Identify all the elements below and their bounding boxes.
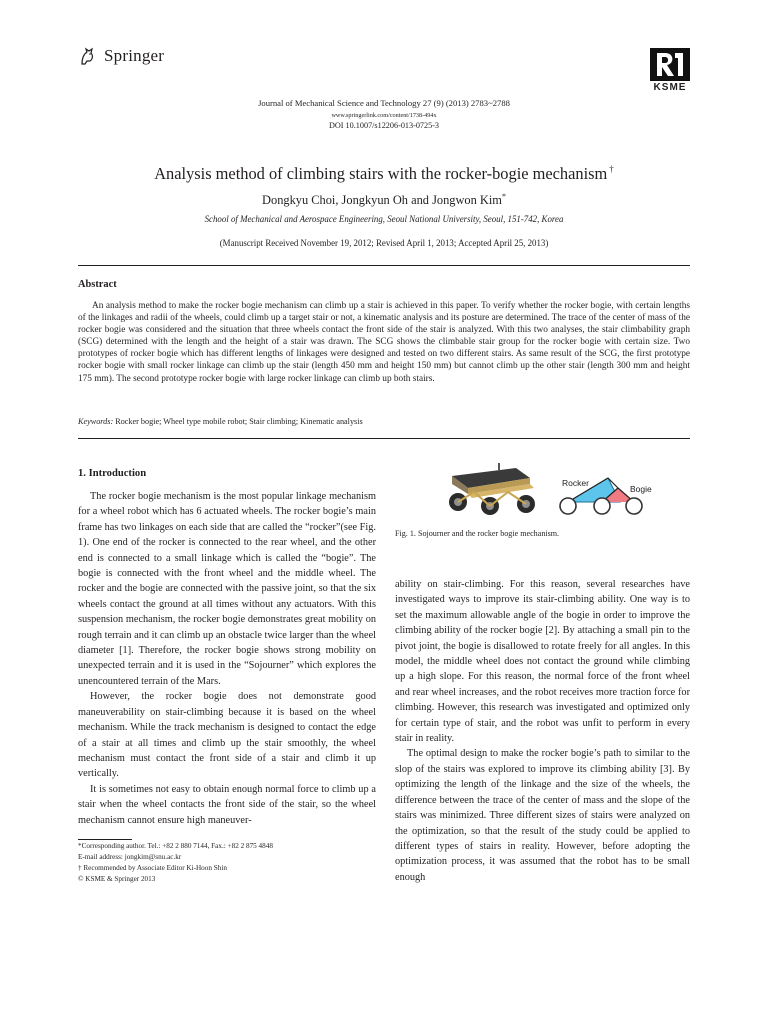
journal-citation: Journal of Mechanical Science and Technology 27 (9) (2013) 2783~2788 bbox=[258, 98, 510, 108]
section-heading-introduction: 1. Introduction bbox=[78, 468, 147, 479]
author-footnote-mark: * bbox=[501, 192, 506, 201]
ksme-logo bbox=[650, 48, 690, 93]
abstract-text: An analysis method to make the rocker bogie mechanism can climb up a stair is achieved in this paper. To verify whether the rocker bogie, with certain lengths of the linkages and radii of the wheels, could climb up a target stair or not, a kinematic analysis and its posture are determined. The trace of the center of mass of the rocker bogie was considered and the situation that three wheels contact the front side of the stair is analyzed. With this two analyses, the stair climbability graph (SCG) determined with the length and the height of a stair was drawn. The SCG shows the climbable stair group for the rocker bogie with certain size. Two prototypes of rocker bogie which has different lengths of linkages were designed and tested on two different stairs. As same result of the SCG, the first prototype rocker bogie with small rocker linkage can climb up the stair (length 450 mm and height 150 mm) but cannot climb up the other stair (length 300 mm and height 175 mm). The second prototype rocker bogie with large rocker linkage can climb up both stairs. bbox=[78, 301, 690, 384]
figure-caption: Fig. 1. Sojourner and the rocker bogie mechanism. bbox=[395, 529, 560, 538]
abstract-heading: Abstract bbox=[78, 279, 117, 290]
journal-website[interactable]: www.springerlink.com/content/1738-494x bbox=[331, 112, 437, 119]
paper-title bbox=[0, 164, 768, 184]
paragraph: ability on stair-climbing. For this reason, several researches have investigated ways to improve its stair-climbing ability. One way is to set the maximum allowable angle of the bogie in order to improve the climbing ability of the rocker bogie [2]. By attaching a small pin to the pivot joint, the bogie is disallowed to rotate freely for all angles. In this model, the middle wheel does not contact the ground while climbing up a high slope. For this reason, the normal force of the front wheel and rear wheel increases, and the robot receives more traction force for climbing. However, this research was investigated and optimized only for certain type of stair, and the robot was unfit to perform in every stair in reality. bbox=[395, 579, 690, 745]
keywords-label: Keywords: bbox=[78, 417, 114, 426]
footnote-corresponding: *Corresponding author. Tel.: +82 2 880 7144, Fax.: +82 2 875 4848 bbox=[78, 842, 273, 850]
footnotes bbox=[78, 841, 273, 885]
paragraph: However, the rocker bogie does not demonstrate good maneuverability on stair-climbing because it is based on the wheel mechanism. While the track mechanism is designed to contact the edge of a stair at all times and climb up the stair smoothly, the wheel mechanism must contact the front side of a stair and climb it up vertically. bbox=[78, 691, 376, 780]
springer-horse-icon bbox=[78, 46, 98, 66]
bogie-label: Bogie bbox=[630, 484, 652, 494]
footnote-recommended: † Recommended by Associate Editor Ki-Hoon Shin bbox=[78, 864, 227, 873]
affiliation: School of Mechanical and Aerospace Engineering, Seoul National University, Seoul, 151-742, Korea bbox=[204, 214, 564, 224]
footnote-rule bbox=[78, 839, 132, 840]
footnote-copyright: © KSME & Springer 2013 bbox=[78, 875, 156, 884]
column-right bbox=[395, 577, 690, 885]
title-footnote-mark: † bbox=[609, 164, 614, 174]
ksme-label: KSME bbox=[653, 82, 687, 93]
paragraph: The optimal design to make the rocker bogie’s path to similar to the slop of the stairs was explored to improve its climbing ability [3]. By optimizing the length of the linkage and the size of the wheels, the difference between the trace of the center of mass and the slope of the stairs was minimized. Three different sizes of stairs were analyzed on the optimization, so that the result of the study could be applied to different types of stairs in reality. However, before adopting the optimization process, it was assumed that the robot has to be small enough bbox=[395, 748, 690, 883]
authors bbox=[0, 192, 768, 208]
figure-rocker-bogie-diagram bbox=[558, 462, 692, 516]
footnote-email: E-mail address: jongkim@snu.ac.kr bbox=[78, 853, 182, 862]
column-left bbox=[78, 489, 376, 828]
divider-bottom bbox=[78, 438, 690, 439]
publisher-name: Springer bbox=[104, 46, 165, 65]
doi[interactable]: DOI 10.1007/s12206-013-0725-3 bbox=[328, 121, 440, 130]
keywords-text: Rocker bogie; Wheel type mobile robot; Stair climbing; Kinematic analysis bbox=[115, 417, 363, 426]
ksme-emblem-icon bbox=[650, 48, 690, 81]
paragraph: It is sometimes not easy to obtain enough normal force to climb up a stair when the wheel contacts the front side of the stair, so the wheel mechanism cannot ensure high maneuver- bbox=[78, 783, 376, 826]
rocker-label: Rocker bbox=[562, 478, 589, 488]
figure-sojourner-photo bbox=[438, 462, 556, 516]
authors-text: Dongkyu Choi, Jongkyun Oh and Jongwon Kim bbox=[262, 193, 502, 207]
paragraph: The rocker bogie mechanism is the most popular linkage mechanism for a wheel robot which has 6 actuated wheels. The rocker bogie’s main frame has two linkages on each side that are called the “rocker”(see Fig. 1). One end of the rocker is connected to the rear wheel, and the other end is connected to a small linkage which is called the “bogie”. The bogie is connected with the front wheel and the middle wheel. The rocker and the bogie are connected with the passive joint, so that the six wheels contact the ground at all times without any actuators. With this suspension mechanism, the rocker bogie demonstrates great mobility on rough terrain and it can climb up an obstacle twice larger than the wheel diameter [1]. Therefore, the rocker bogie shows strong mobility on unexpected terrain and it is used in the “Sojourner” which explores the unencountered terrain of the Mars. bbox=[78, 491, 376, 687]
divider-top bbox=[78, 265, 690, 266]
publisher-logo bbox=[78, 46, 164, 66]
keywords bbox=[78, 417, 363, 426]
paper-title-text: Analysis method of climbing stairs with the rocker-bogie mechanism bbox=[154, 164, 608, 183]
manuscript-dates: (Manuscript Received November 19, 2012; Revised April 1, 2013; Accepted April 25, 2013) bbox=[219, 238, 549, 248]
